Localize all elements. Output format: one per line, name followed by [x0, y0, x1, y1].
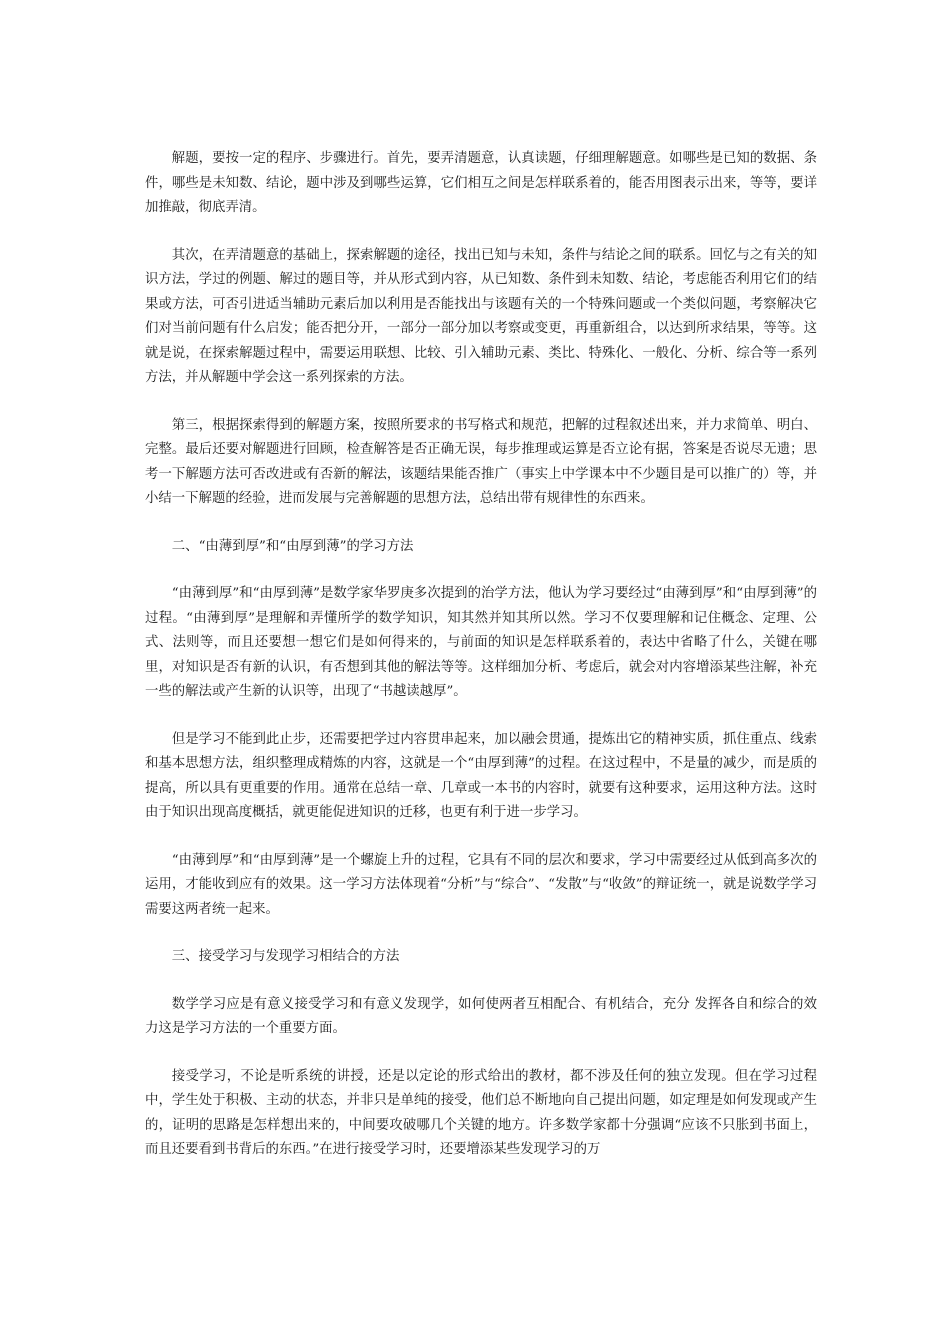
section-heading-3: 三、接受学习与发现学习相结合的方法	[171, 949, 400, 964]
paragraph-spiral-process: “由薄到厚”和“由厚到薄”是一个螺旋上升的过程，它具有不同的层次和要求，学习中需要经过从低到高多次的运用，才能收到应有的效果。这一学习方法体现着“分析”与“综合”、“发散”与“收敛”的辩证统一，就是说数学学习需要这两者统一起来。	[145, 852, 817, 917]
section-heading-2: 二、“由薄到厚”和“由厚到薄”的学习方法	[171, 538, 414, 554]
document-body	[145, 147, 817, 1186]
paragraph-explore-solution: 其次，在弄清题意的基础上，探索解题的途径，找出已知与未知，条件与结论之间的联系。回忆与之有关的知识方法，学过的例题、解过的题目等，并从形式到内容，从已知数、条件到未知数、结论，考虑能否利用它们的结果或方法，可否引进适当辅助元素后加以利用是否能找出与该题有关的一个特殊问题或一个类似问题，考察解决它们对当前问题有什么启发；能否把分开，一部分一部分加以考察或变更，再重新组合，以达到所求结果，等等。这就是说，在探索解题过程中，需要运用联想、比较、引入辅助元素、类比、特殊化、一般化、分析、综合等一系列方法，并从解题中学会这一系列探索的方法。	[145, 247, 817, 385]
paragraph-meaningful-learning: 数学学习应是有意义接受学习和有意义发现学，如何使两者互相配合、有机结合，充分 发挥各自和综合的效力这是学习方法的一个重要方面。	[145, 996, 817, 1036]
paragraph-thick-to-thin: 但是学习不能到此止步，还需要把学过内容贯串起来，加以融会贯通，提炼出它的精神实质，抓住重点、线索和基本思想方法，组织整理成精炼的内容，这就是一个“由厚到薄”的过程。在这过程中，不是量的减少，而是质的提高，所以具有更重要的作用。通常在总结一章、几章或一本书的内容时，就要有这种要求，运用这种方法。这时由于知识出现高度概括，就更能促进知识的迁移，也更有利于进一步学习。	[145, 731, 817, 820]
paragraph-problem-solving-steps: 解题，要按一定的程序、步骤进行。首先，要弄清题意，认真读题，仔细理解题意。如哪些是已知的数据、条件，哪些是未知数、结论，题中涉及到哪些运算，它们相互之间是怎样联系着的，能否用图表示出来，等等，要详加推敲，彻底弄清。	[145, 151, 817, 215]
paragraph-write-and-review: 第三，根据探索得到的解题方案，按照所要求的书写格式和规范，把解的过程叙述出来，并力求简单、明白、完整。最后还要对解题进行回顾，检查解答是否正确无误，每步推理或运算是否立论有据，答案是否说尽无遗；思考一下解题方法可否改进或有否新的解法，该题结果能否推广（事实上中学课本中不少题目是可以推广的）等，并小结一下解题的经验，进而发展与完善解题的思想方法，总结出带有规律性的东西来。	[145, 417, 817, 506]
paragraph-receptive-learning: 接受学习，不论是听系统的讲授，还是以定论的形式给出的教材，都不涉及任何的独立发现。但在学习过程中，学生处于积极、主动的状态，并非只是单纯的接受，他们总不断地向自己提出问题，如定理是如何发现或产生的，证明的思路是怎样想出来的，中间要攻破哪几个关键的地方。许多数学家都十分强调“应该不只胀到书面上，而且还要看到书背后的东西。”在进行接受学习时，还要增添某些发现学习的万	[145, 1068, 817, 1157]
paragraph-thin-to-thick: “由薄到厚”和“由厚到薄”是数学家华罗庚多次提到的治学方法，他认为学习要经过“由薄到厚”和“由厚到薄”的过程。“由薄到厚”是理解和弄懂所学的数学知识，知其然并知其所以然。学习不仅要理解和记住概念、定理、公式、法则等，而且还要想一想它们是如何得来的，与前面的知识是怎样联系着的，表达中省略了什么，关键在哪里，对知识是否有新的认识，有否想到其他的解法等等。这样细加分析、考虑后，就会对内容增添某些注解，补充一些的解法或产生新的认识等，出现了“书越读越厚”。	[145, 586, 817, 699]
